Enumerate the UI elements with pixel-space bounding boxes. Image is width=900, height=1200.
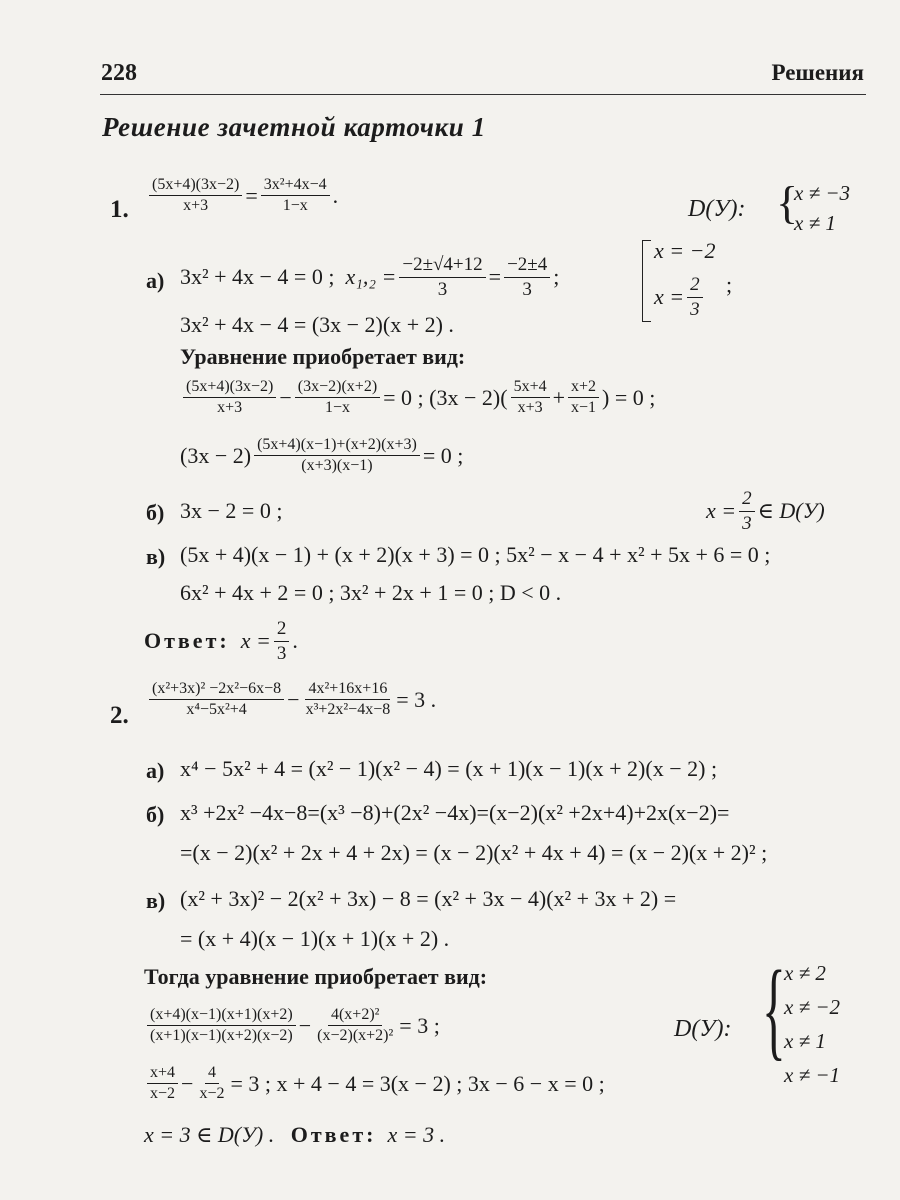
step-a-line-2: 3x² + 4x − 4 = (3x − 2)(x + 2) . <box>180 312 454 337</box>
denominator: x+3 <box>183 197 209 215</box>
semicolon: ; <box>553 264 560 290</box>
p2-step-v-label: в) <box>146 888 166 913</box>
domain-system <box>794 178 850 238</box>
step-b-label: б) <box>146 500 165 525</box>
page-number: 228 <box>101 60 137 86</box>
step-a-line-1 <box>180 254 559 301</box>
numerator: −2±4 <box>504 254 550 278</box>
p2-transform-line-2 <box>144 1064 605 1104</box>
p2-domain-system <box>784 958 840 1094</box>
fraction <box>511 378 550 418</box>
numerator: 2 <box>274 618 290 642</box>
numerator: 5x+4 <box>511 378 550 398</box>
denominator: 1−x <box>324 399 350 417</box>
denominator: (x−2)(x+2)² <box>317 1027 394 1045</box>
system-brace: { <box>776 177 799 228</box>
numerator: 2 <box>739 488 755 512</box>
roots-bracket <box>642 240 651 322</box>
root-1: x = −2 <box>654 238 716 263</box>
step-b-equation: 3x − 2 = 0 ; <box>180 498 283 523</box>
p2-step-v-line-2: = (x + 4)(x − 1)(x + 1)(x + 2) . <box>180 926 450 951</box>
problem-2-equation <box>146 680 436 720</box>
numerator: x+4 <box>147 1064 178 1084</box>
equals-zero: ) = 0 ; <box>602 384 656 410</box>
equals-zero: = 0 ; <box>383 384 424 410</box>
fraction <box>196 1064 227 1104</box>
transform-text: Уравнение приобретает вид: <box>180 344 466 369</box>
domain-condition: x ≠ 2 <box>784 961 826 985</box>
p2-step-a-line: x⁴ − 5x² + 4 = (x² − 1)(x² − 4) = (x + 1)(x − 1)(x + 2)(x − 2) ; <box>180 756 718 781</box>
period: . <box>332 182 339 208</box>
denominator: 3 <box>742 512 752 534</box>
fraction <box>303 680 394 720</box>
numerator: (5x+4)(3x−2) <box>149 176 242 196</box>
equals-three: = 3 ; <box>399 1012 440 1038</box>
fraction <box>149 680 284 720</box>
problem-2-number: 2. <box>110 702 129 729</box>
p2-domain-label: D(У): <box>674 1016 732 1042</box>
numerator: x+2 <box>568 378 599 398</box>
minus-sign: − <box>181 1070 194 1096</box>
denominator: 3 <box>437 278 448 300</box>
step-b-result <box>706 488 825 535</box>
answer-lhs: x = <box>240 628 271 654</box>
fraction <box>261 176 330 216</box>
fraction <box>295 378 380 418</box>
p2-step-a-label: а) <box>146 758 165 783</box>
solution-steps: = 3 ; x + 4 − 4 = 3(x − 2) ; 3x − 6 − x = 0 ; <box>230 1070 605 1096</box>
denominator: x−2 <box>150 1085 176 1103</box>
fraction <box>147 1064 178 1104</box>
header-rule <box>100 94 866 95</box>
fraction <box>504 254 550 301</box>
p2-step-b-label: б) <box>146 802 165 827</box>
step-a-label: а) <box>146 268 165 293</box>
root-2-lhs: x = <box>654 284 685 310</box>
numerator: 2 <box>687 274 703 298</box>
step-v-line-1: (5x + 4)(x − 1) + (x + 2)(x + 3) = 0 ; 5x² − x − 4 + x² + 5x + 6 = 0 ; <box>180 542 771 567</box>
period: . <box>292 628 298 654</box>
fraction <box>274 618 290 665</box>
p2-transform-text: Тогда уравнение приобретает вид: <box>144 964 488 989</box>
common-factor: (3x − 2) <box>180 442 252 468</box>
p2-system-brace: { <box>762 948 786 1070</box>
result-rhs: ∈ D(У) <box>757 498 825 524</box>
problem-1-number: 1. <box>110 196 129 223</box>
step-v-line-2: 6x² + 4x + 2 = 0 ; 3x² + 2x + 1 = 0 ; D < 0 . <box>180 580 562 605</box>
answer-1 <box>144 618 298 665</box>
domain-condition: x ≠ 1 <box>794 211 836 235</box>
plus-sign: + <box>552 384 566 410</box>
minus-sign: − <box>298 1012 312 1038</box>
numerator: −2±√4+12 <box>399 254 485 278</box>
denominator: x⁴−5x²+4 <box>186 701 247 719</box>
numerator: 3x²+4x−4 <box>261 176 330 196</box>
fraction <box>183 378 276 418</box>
common-factor: (3x − 2)( <box>429 384 508 410</box>
numerator: (5x+4)(x−1)+(x+2)(x+3) <box>254 436 420 456</box>
fraction <box>254 436 420 476</box>
fraction <box>739 488 755 535</box>
fraction <box>568 378 599 418</box>
domain-condition: x ≠ 1 <box>784 1029 826 1053</box>
p2-step-b-line-2: =(x − 2)(x² + 2x + 4 + 2x) = (x − 2)(x² + 4x + 4) = (x − 2)(x + 2)² ; <box>180 840 768 865</box>
fraction <box>149 176 242 216</box>
equals-zero: = 0 ; <box>422 442 464 468</box>
equals-sign: = <box>488 264 502 290</box>
numerator: 4(x+2)² <box>328 1006 382 1026</box>
answer-value: x = 3 . <box>387 1122 446 1147</box>
numerator: (x+4)(x−1)(x+1)(x+2) <box>147 1006 296 1026</box>
denominator: x+3 <box>517 399 543 417</box>
problem-1-equation <box>146 176 338 216</box>
denominator: x−2 <box>199 1085 225 1103</box>
denominator: x³+2x²−4x−8 <box>305 701 391 719</box>
answer-label: Ответ: <box>290 1122 377 1147</box>
denominator: x+3 <box>217 399 243 417</box>
domain-condition: x ≠ −2 <box>784 995 841 1019</box>
running-title: Решения <box>771 60 864 85</box>
section-title: Решение зачетной карточки 1 <box>102 112 486 142</box>
numerator: 4 <box>205 1064 219 1084</box>
denominator: 3 <box>522 278 532 300</box>
equals-three: = 3 . <box>396 686 437 712</box>
denominator: (x+3)(x−1) <box>301 457 373 475</box>
denominator: 1−x <box>282 197 308 215</box>
numerator: (x²+3x)² −2x²−6x−8 <box>149 680 284 700</box>
domain-label: D(У): <box>688 196 746 222</box>
step-v-label: в) <box>146 544 166 569</box>
denominator: (x+1)(x−1)(x+2)(x−2) <box>150 1027 293 1045</box>
equals-sign: = <box>245 182 258 208</box>
numerator: 4x²+16x+16 <box>305 680 390 700</box>
fraction <box>314 1006 396 1046</box>
p2-step-v-line-1: (x² + 3x)² − 2(x² + 3x) − 8 = (x² + 3x − 4)(x² + 3x + 2) = <box>180 886 677 911</box>
numerator: (3x−2)(x+2) <box>295 378 380 398</box>
minus-sign: − <box>287 686 300 712</box>
transform-line-1 <box>180 378 655 418</box>
final-root: x = 3 ∈ D(У) . <box>144 1122 275 1147</box>
numerator: (5x+4)(3x−2) <box>183 378 276 398</box>
fraction <box>399 254 485 301</box>
root-2 <box>654 274 706 321</box>
p2-step-b-line-1: x³ +2x² −4x−8=(x³ −8)+(2x² −4x)=(x−2)(x² +2x+4)+2x(x−2)= <box>180 800 730 825</box>
roots-label: x₁,₂ = <box>345 264 397 290</box>
domain-condition: x ≠ −1 <box>784 1063 841 1087</box>
fraction <box>147 1006 296 1046</box>
quadratic-equation: 3x² + 4x − 4 = 0 ; <box>180 264 335 290</box>
denominator: 3 <box>276 642 287 664</box>
p2-final-line <box>144 1122 445 1148</box>
fraction <box>687 274 703 321</box>
denominator: x−1 <box>571 399 597 417</box>
p2-transform-line-1 <box>144 1006 440 1046</box>
result-lhs: x = <box>706 498 737 524</box>
minus-sign: − <box>279 384 292 410</box>
transform-line-2 <box>180 436 463 476</box>
domain-condition: x ≠ −3 <box>794 181 851 205</box>
roots-semicolon: ; <box>726 272 733 297</box>
denominator: 3 <box>690 298 700 320</box>
answer-label: Ответ: <box>144 628 230 654</box>
